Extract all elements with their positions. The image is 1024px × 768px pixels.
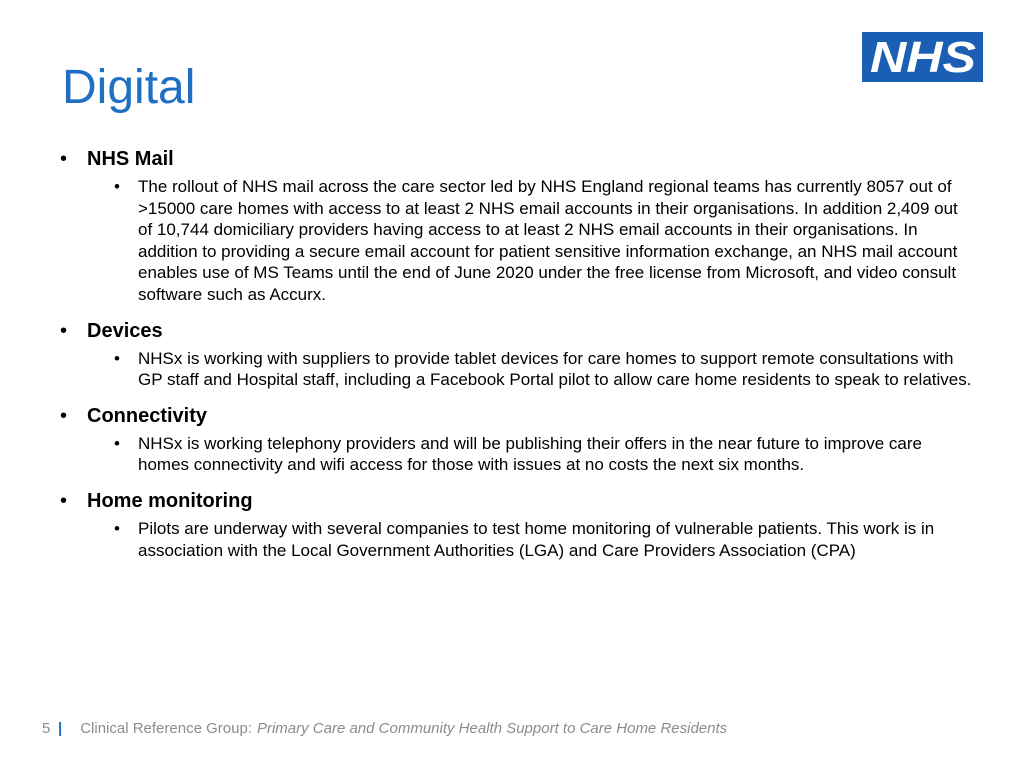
sub-bullet-icon: • (114, 433, 120, 453)
section-item-text: NHSx is working telephony providers and will be publishing their offers in the near future to improve care homes connectivity and wifi access for those with issues at no costs the next six months. (138, 433, 922, 475)
content-list (60, 146, 975, 573)
section-item-text: The rollout of NHS mail across the care sector led by NHS England regional teams has currently 8057 out of >15000 care homes with access to at least 2 NHS email accounts in their organisations. In addition 2,409 out of 10,744 domiciliary providers having access to at least 2 NHS email accounts in their organisations. In addition to providing a secure email account for patient sensitive information exchange, an NHS mail account enables use of MS Teams until the end of June 2020 under the free license from Microsoft, and video consult software such as Accurx. (138, 177, 958, 304)
section-heading (60, 318, 975, 344)
section-heading-text: Connectivity (87, 404, 208, 427)
nhs-logo (862, 32, 983, 82)
section-heading (60, 403, 975, 429)
page-number: 5 (42, 720, 51, 737)
section-home-monitoring (60, 488, 975, 561)
bullet-icon: • (60, 148, 68, 170)
section-item-text: Pilots are underway with several companies to test home monitoring of vulnerable patients. This work is in association with the Local Government Authorities (LGA) and Care Providers Association (CPA) (138, 518, 935, 560)
section-devices (60, 318, 975, 391)
section-item-text: NHSx is working with suppliers to provide tablet devices for care homes to support remote consultations with GP staff and Hospital staff, including a Facebook Portal pilot to allow care home residents to speak to relatives. (138, 348, 972, 390)
section-heading (60, 146, 975, 172)
footer-separator: | (58, 720, 63, 737)
section-item (114, 433, 975, 476)
page-title: Digital (62, 61, 196, 114)
sub-bullet-icon: • (114, 518, 120, 538)
section-heading (60, 488, 975, 514)
footer-subtitle: Primary Care and Community Health Support to Care Home Residents (256, 720, 728, 737)
section-heading-text: Devices (87, 319, 163, 342)
bullet-icon: • (60, 404, 68, 427)
sub-bullet-icon: • (114, 348, 120, 368)
section-nhs-mail (60, 146, 975, 306)
svg-text:NHS: NHS (869, 35, 976, 79)
section-heading-text: Home monitoring (87, 489, 253, 512)
section-connectivity (60, 403, 975, 476)
section-heading-text: NHS Mail (87, 148, 174, 170)
section-item (114, 176, 975, 306)
sub-bullet-icon: • (114, 177, 120, 196)
section-item (114, 348, 975, 391)
nhs-logo-wordmark (867, 35, 979, 79)
footer (42, 720, 727, 737)
section-item (114, 518, 975, 561)
bullet-icon: • (60, 489, 68, 512)
bullet-icon: • (60, 319, 68, 342)
footer-label: Clinical Reference Group: (80, 720, 252, 737)
